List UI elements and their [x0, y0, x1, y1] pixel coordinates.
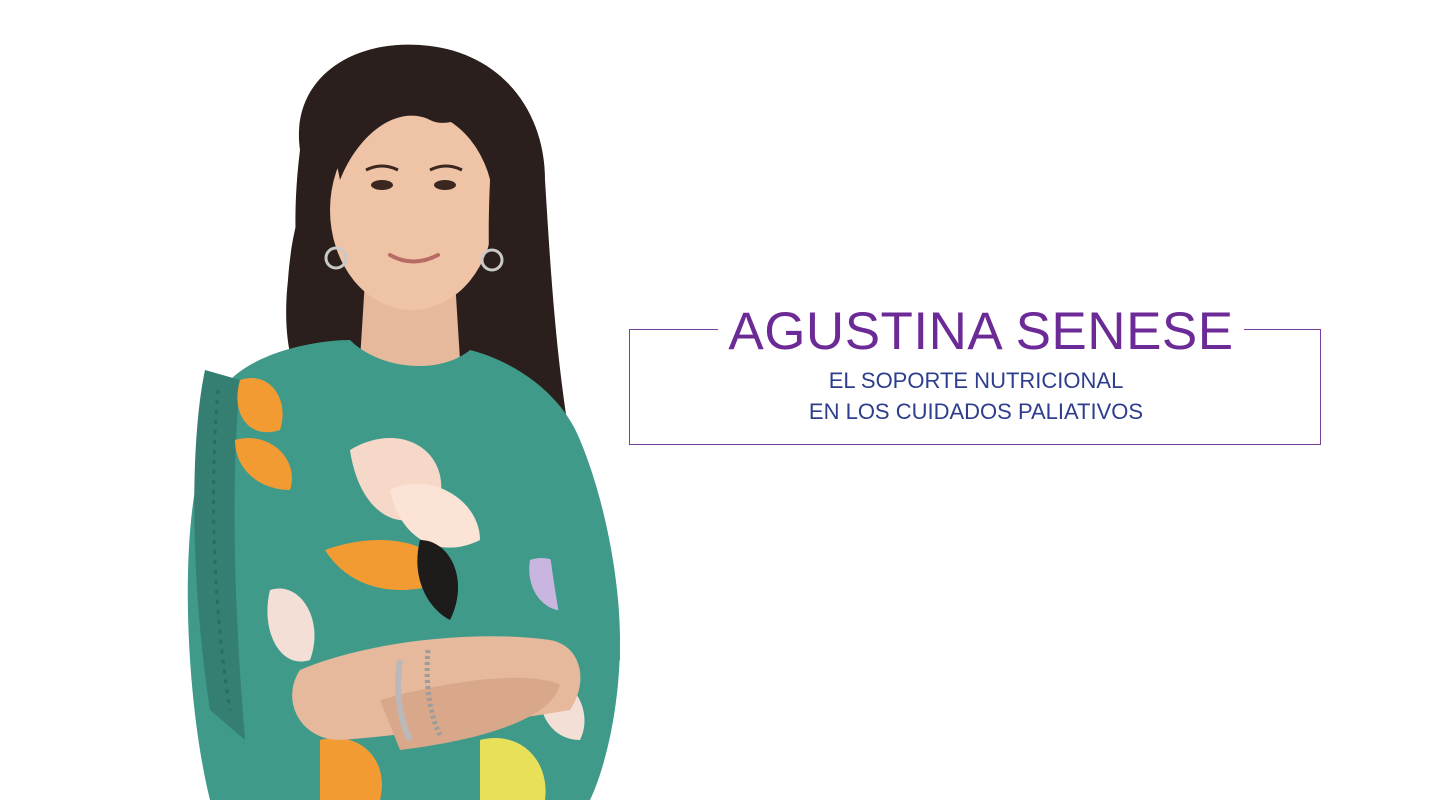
talk-topic-line-1: EL SOPORTE NUTRICIONAL: [828, 368, 1124, 393]
speaker-portrait: [150, 20, 670, 800]
talk-topic-line-2: EN LOS CUIDADOS PALIATIVOS: [808, 399, 1144, 424]
portrait-illustration: [150, 20, 670, 800]
speaker-name: AGUSTINA SENESE: [718, 302, 1244, 362]
